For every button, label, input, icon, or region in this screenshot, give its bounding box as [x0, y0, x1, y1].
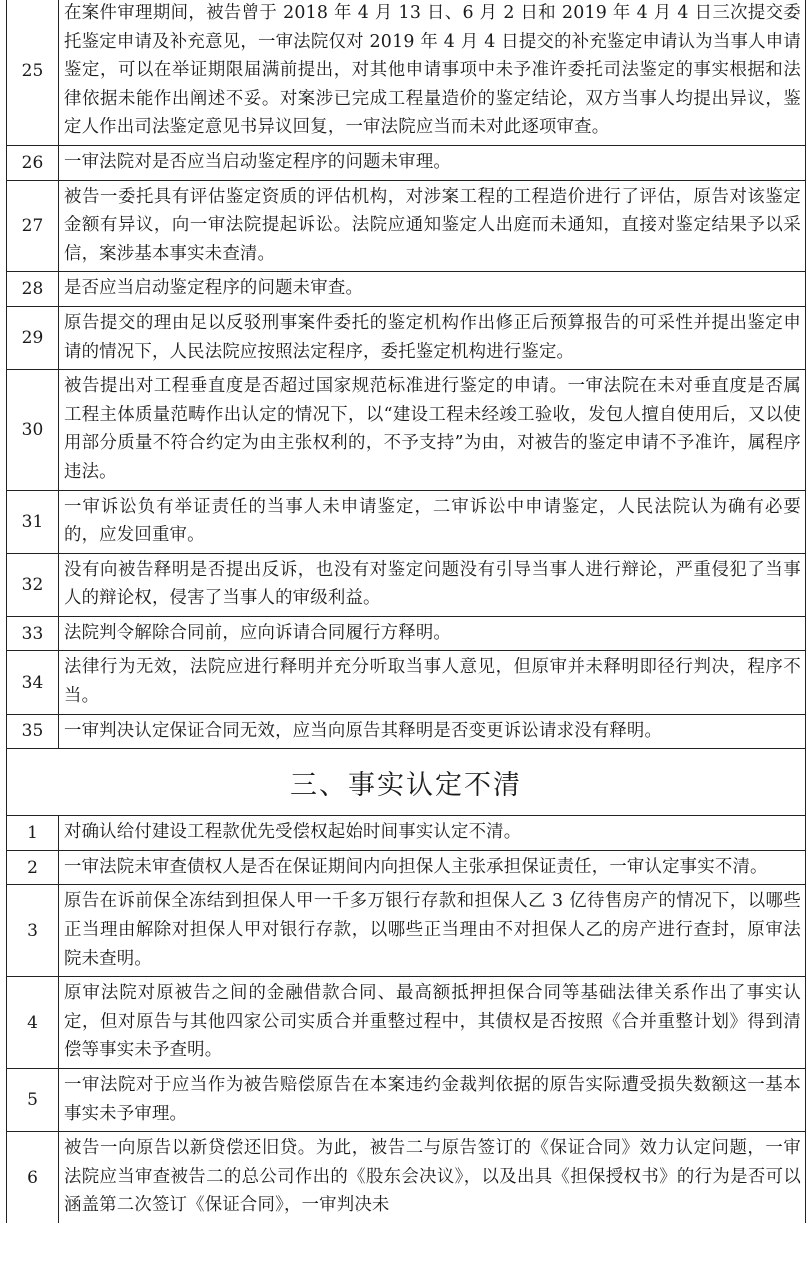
table-row — [7, 616, 806, 651]
row-number: 4 — [7, 977, 59, 1069]
table-row — [7, 306, 806, 369]
table-row — [7, 885, 806, 977]
table-row — [7, 850, 806, 885]
row-number: 25 — [7, 0, 59, 145]
table-row — [7, 553, 806, 616]
row-text: 是否应当启动鉴定程序的问题未审查。 — [59, 272, 806, 307]
row-number: 29 — [7, 306, 59, 369]
table-row — [7, 714, 806, 749]
row-text: 一审法院对是否应当启动鉴定程序的问题未审理。 — [59, 145, 806, 180]
row-text: 对确认给付建设工程款优先受偿权起始时间事实认定不清。 — [59, 816, 806, 851]
row-text: 被告一向原告以新贷偿还旧贷。为此，被告二与原告签订的《保证合同》效力认定问题，一审法院应当审查被告二的总公司作出的《股东会决议》，以及出具《担保授权书》的行为是否可以涵盖第二次签订《保证合同》，一审判决未 — [59, 1132, 806, 1223]
table-row — [7, 651, 806, 714]
row-text: 在案件审理期间，被告曾于 2018 年 4 月 13 日、6 月 2 日和 2019 年 4 月 4 日三次提交委托鉴定申请及补充意见，一审法院仅对 2019 年 4 月 4 日提交的补充鉴定申请认为当事人申请鉴定，可以在举证期限届满前提出，对其他申请事项中未予准许委托司法鉴定的事实根据和法律依据未能作出阐述不妥。对案涉已完成工程量造价的鉴定结论，双方当事人均提出异议，鉴定人作出司法鉴定意见书异议回复，一审法院应当而未对此逐项审查。 — [59, 0, 806, 145]
table-row — [7, 180, 806, 272]
row-text: 一审判决认定保证合同无效，应当向原告其释明是否变更诉讼请求没有释明。 — [59, 714, 806, 749]
table-row — [7, 145, 806, 180]
row-number: 30 — [7, 370, 59, 490]
row-number: 33 — [7, 616, 59, 651]
row-text: 原告提交的理由足以反驳刑事案件委托的鉴定机构作出修正后预算报告的可采性并提出鉴定申请的情况下，人民法院应按照法定程序，委托鉴定机构进行鉴定。 — [59, 306, 806, 369]
table-row — [7, 0, 806, 145]
row-text: 原审法院对原被告之间的金融借款合同、最高额抵押担保合同等基础法律关系作出了事实认定，但对原告与其他四家公司实质合并重整过程中，其债权是否按照《合并重整计划》得到清偿等事实未予查明。 — [59, 977, 806, 1069]
row-number: 27 — [7, 180, 59, 272]
table-row — [7, 272, 806, 307]
row-number: 26 — [7, 145, 59, 180]
row-text: 法律行为无效，法院应进行释明并充分听取当事人意见，但原审并未释明即径行判决，程序不当。 — [59, 651, 806, 714]
section-heading: 三、事实认定不清 — [7, 749, 806, 816]
row-number: 5 — [7, 1069, 59, 1132]
row-number: 1 — [7, 816, 59, 851]
section-heading-row — [7, 749, 806, 816]
table-row — [7, 370, 806, 490]
row-number: 2 — [7, 850, 59, 885]
row-text: 一审法院未审查债权人是否在保证期间内向担保人主张承担保证责任，一审认定事实不清。 — [59, 850, 806, 885]
table-row — [7, 490, 806, 553]
row-number: 6 — [7, 1132, 59, 1223]
table-row — [7, 1069, 806, 1132]
row-text: 法院判令解除合同前，应向诉请合同履行方释明。 — [59, 616, 806, 651]
document-page — [6, 0, 805, 1223]
table-row — [7, 1132, 806, 1223]
table-row — [7, 977, 806, 1069]
row-number: 32 — [7, 553, 59, 616]
row-number: 35 — [7, 714, 59, 749]
row-number: 3 — [7, 885, 59, 977]
row-number: 31 — [7, 490, 59, 553]
row-text: 被告一委托具有评估鉴定资质的评估机构，对涉案工程的工程造价进行了评估，原告对该鉴定金额有异议，向一审法院提起诉讼。法院应通知鉴定人出庭而未通知，直接对鉴定结果予以采信，案涉基本事实未查清。 — [59, 180, 806, 272]
table-row — [7, 816, 806, 851]
case-table — [6, 0, 806, 1223]
row-number: 34 — [7, 651, 59, 714]
row-text: 没有向被告释明是否提出反诉，也没有对鉴定问题没有引导当事人进行辩论，严重侵犯了当事人的辩论权，侵害了当事人的审级利益。 — [59, 553, 806, 616]
row-text: 一审法院对于应当作为被告赔偿原告在本案违约金裁判依据的原告实际遭受损失数额这一基本事实未予审理。 — [59, 1069, 806, 1132]
row-number: 28 — [7, 272, 59, 307]
row-text: 原告在诉前保全冻结到担保人甲一千多万银行存款和担保人乙 3 亿待售房产的情况下，以哪些正当理由解除对担保人甲对银行存款，以哪些正当理由不对担保人乙的房产进行查封，原审法院未查明。 — [59, 885, 806, 977]
row-text: 一审诉讼负有举证责任的当事人未申请鉴定，二审诉讼中申请鉴定，人民法院认为确有必要的，应发回重审。 — [59, 490, 806, 553]
row-text: 被告提出对工程垂直度是否超过国家规范标准进行鉴定的申请。一审法院在未对垂直度是否属工程主体质量范畴作出认定的情况下，以“建设工程未经竣工验收，发包人擅自使用后，又以使用部分质量不符合约定为由主张权利的，不予支持”为由，对被告的鉴定申请不予准许，属程序违法。 — [59, 370, 806, 490]
